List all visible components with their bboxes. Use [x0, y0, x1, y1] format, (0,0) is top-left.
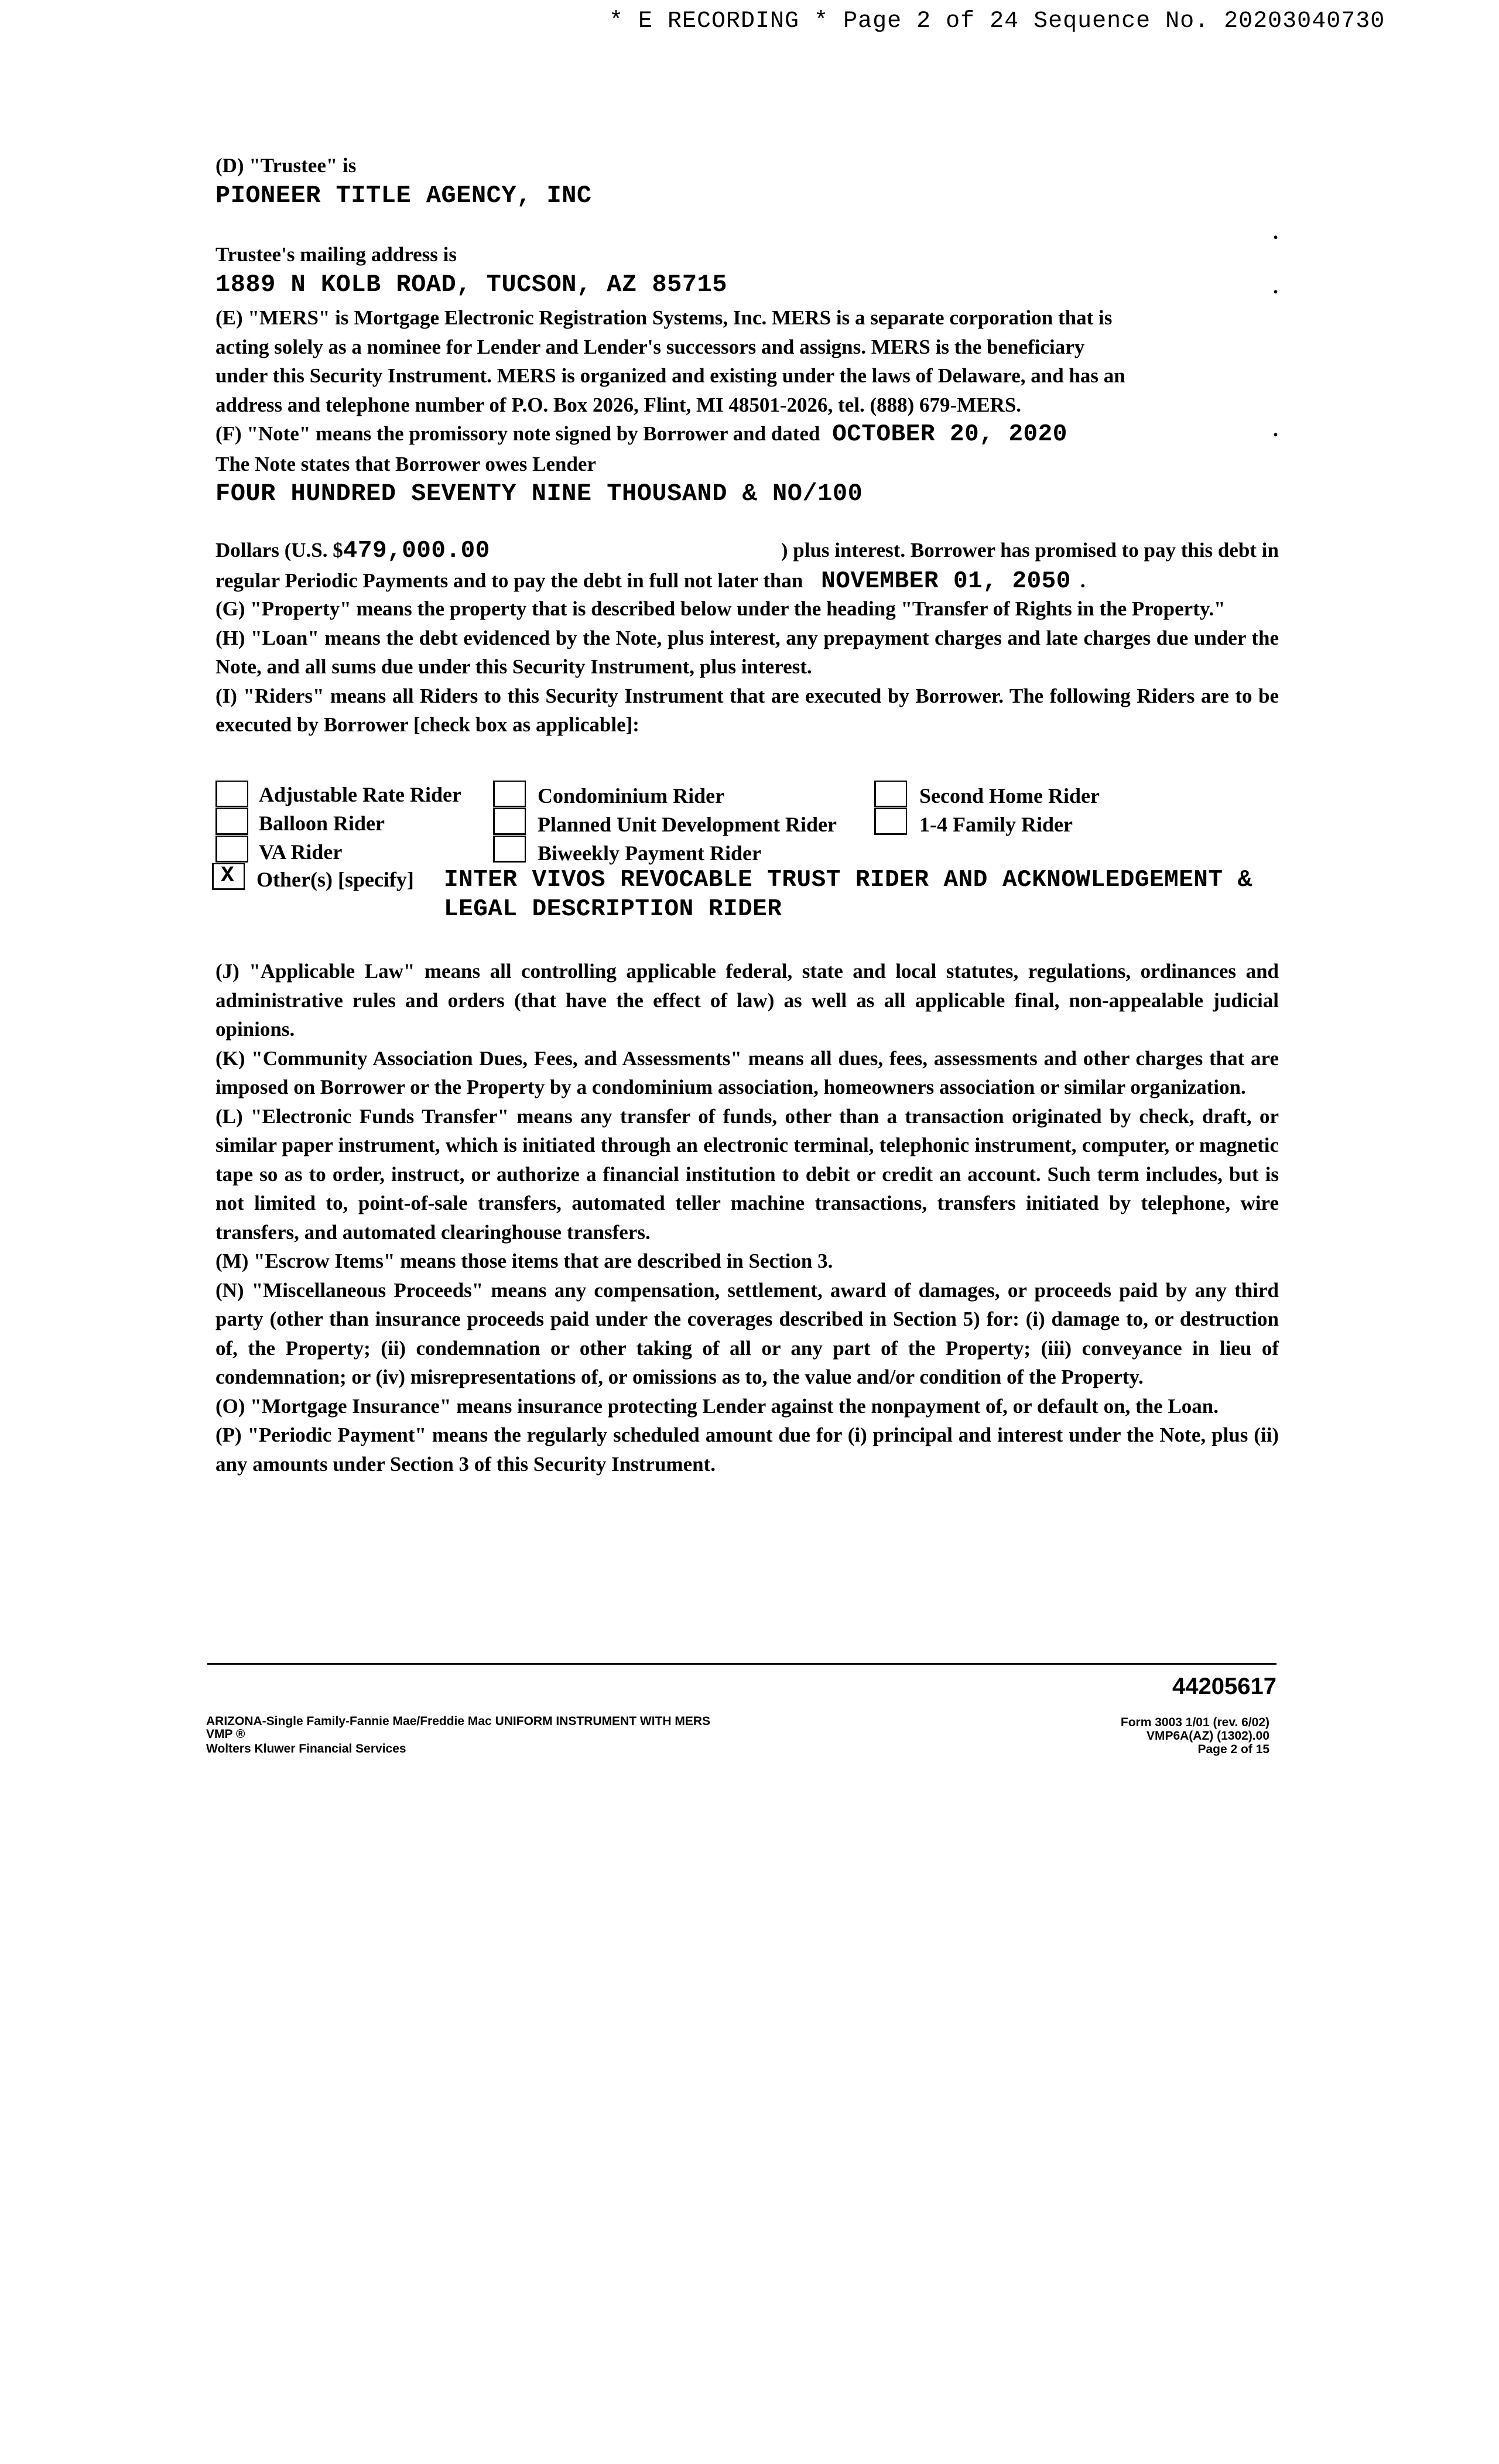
one-four-family-rider-label: 1-4 Family Rider	[919, 813, 1073, 836]
note-date: OCTOBER 20, 2020	[832, 421, 1067, 448]
note-owes-line: The Note states that Borrower owes Lender	[215, 452, 596, 475]
pud-rider-label: Planned Unit Development Rider	[538, 813, 837, 836]
dollars-suffix: ) plus interest. Borrower has promised to pay this debt in	[781, 539, 1279, 562]
one-four-family-rider-checkbox[interactable]	[874, 808, 907, 835]
footer-vmp: VMP ®	[206, 1727, 245, 1741]
note-amount-words: FOUR HUNDRED SEVENTY NINE THOUSAND & NO/100	[215, 480, 863, 508]
adjustable-rate-rider-checkbox[interactable]	[215, 781, 248, 807]
biweekly-rider-checkbox[interactable]	[493, 836, 526, 863]
trustee-section	[215, 151, 1279, 211]
periodic-payment-definition: (P) "Periodic Payment" means the regularly scheduled amount due for (i) principal and interest under the Note, plus (ii) any amounts under Section 3 of this Security Instrument.	[215, 1423, 1279, 1476]
biweekly-rider-label: Biweekly Payment Rider	[538, 841, 761, 865]
mers-line: acting solely as a nominee for Lender and Lender's successors and assigns. MERS is the beneficiary	[215, 335, 1085, 358]
condominium-rider-label: Condominium Rider	[538, 784, 725, 807]
mers-paragraph	[215, 303, 1279, 419]
trustee-heading: (D) "Trustee" is	[215, 154, 357, 177]
second-home-rider-label: Second Home Rider	[919, 784, 1100, 807]
periodic-line: regular Periodic Payments and to pay the debt in full not later than NOVEMBER 01, 2050 .	[215, 567, 1086, 595]
condominium-rider-checkbox[interactable]	[493, 781, 526, 807]
periodic-prefix: regular Periodic Payments and to pay the debt in full not later than	[215, 569, 803, 592]
adjustable-rate-rider-label: Adjustable Rate Rider	[259, 783, 461, 806]
va-rider-label: VA Rider	[259, 840, 343, 864]
footer-publisher: Wolters Kluwer Financial Services	[206, 1742, 406, 1755]
maturity-date: NOVEMBER 01, 2050	[821, 567, 1071, 595]
mers-line: under this Security Instrument. MERS is organized and existing under the laws of Delaware, and has an	[215, 364, 1125, 387]
trustee-address-section	[215, 240, 1279, 300]
va-rider-checkbox[interactable]	[215, 836, 248, 863]
definitions-gh	[215, 594, 1279, 740]
other-rider-label: Other(s) [specify]	[256, 868, 414, 891]
miscellaneous-proceeds-definition: (N) "Miscellaneous Proceeds" means any compensation, settlement, award of damages, or proceeds paid by any third party (other than insurance proceeds paid under the coverages described in Section 5) for: (i) damage to, or destruction of, the Property; (ii) condemnation or other taking of all or any part of the Property; (iii) conveyance in lieu of condemnation; or (iv) misrepresentations of, or omissions as to, the value and/or condition of the Property.	[215, 1278, 1279, 1388]
balloon-rider-label: Balloon Rider	[259, 812, 385, 835]
trustee-address-label: Trustee's mailing address is	[215, 243, 457, 266]
mortgage-insurance-definition: (O) "Mortgage Insurance" means insurance protecting Lender against the nonpayment of, or default on, the Loan.	[215, 1394, 1219, 1418]
other-rider-check-mark: X	[221, 863, 234, 888]
dollars-prefix: Dollars (U.S. $	[215, 539, 343, 562]
mers-line: address and telephone number of P.O. Box 2026, Flint, MI 48501-2026, tel. (888) 679-MERS.	[215, 393, 1022, 416]
other-rider-specify-line2: LEGAL DESCRIPTION RIDER	[444, 896, 782, 923]
pud-rider-checkbox[interactable]	[493, 808, 526, 835]
riders-definition: (I) "Riders" means all Riders to this Security Instrument that are executed by Borrower. The following Riders are to be executed by Borrower [check box as applicable]:	[215, 684, 1279, 736]
other-rider-specify-line1: INTER VIVOS REVOCABLE TRUST RIDER AND ACKNOWLEDGEMENT &	[444, 867, 1252, 894]
footer-page-number: Page 2 of 15	[1197, 1743, 1269, 1756]
escrow-items-definition: (M) "Escrow Items" means those items that are described in Section 3.	[215, 1250, 833, 1272]
applicable-law-definition: (J) "Applicable Law" means all controlling applicable federal, state and local statutes, regulations, ordinances and administrative rules and orders (that have the effect of law) as well as all applicable final, non-appealable judicial opinions.	[215, 960, 1279, 1041]
recording-header: * E RECORDING * Page 2 of 24 Sequence No. 20203040730	[609, 8, 1385, 35]
footer-form-number: Form 3003 1/01 (rev. 6/02)	[1120, 1716, 1269, 1729]
blank-line-dot: .	[1273, 275, 1278, 298]
trustee-name: PIONEER TITLE AGENCY, INC	[215, 181, 592, 210]
footer-vmp-code: VMP6A(AZ) (1302).00	[1146, 1729, 1269, 1743]
definitions-jp	[215, 957, 1279, 1479]
note-prefix: (F) "Note" means the promissory note signed by Borrower and dated	[215, 422, 820, 445]
property-definition: (G) "Property" means the property that is described below under the heading "Transfer of Rights in the Property."	[215, 597, 1226, 620]
community-association-definition: (K) "Community Association Dues, Fees, and Assessments" means all dues, fees, assessments and other charges that are imposed on Borrower or the Property by a condominium association, homeowners association or similar organization.	[215, 1046, 1279, 1098]
note-section	[215, 419, 1279, 509]
footer-divider	[207, 1663, 1276, 1665]
note-line	[215, 419, 1279, 450]
footer-form-title: ARIZONA-Single Family-Fannie Mae/Freddie Mac UNIFORM INSTRUMENT WITH MERS	[206, 1714, 711, 1728]
mers-line: (E) "MERS" is Mortgage Electronic Registration Systems, Inc. MERS is a separate corporation that is	[215, 306, 1113, 329]
other-rider-checkbox[interactable]	[212, 863, 245, 890]
blank-line-dot: .	[1273, 220, 1278, 244]
trustee-address: 1889 N KOLB ROAD, TUCSON, AZ 85715	[215, 270, 727, 299]
note-amount: 479,000.00	[343, 538, 490, 564]
loan-definition: (H) "Loan" means the debt evidenced by the Note, plus interest, any prepayment charges and late charges due under the Note, and all sums due under this Security Instrument, plus interest.	[215, 626, 1279, 678]
balloon-rider-checkbox[interactable]	[215, 808, 248, 835]
loan-number: 44205617	[1172, 1674, 1276, 1699]
blank-line-dot: .	[1273, 417, 1278, 441]
electronic-funds-transfer-definition: (L) "Electronic Funds Transfer" means any transfer of funds, other than a transaction originated by check, draft, or similar paper instrument, which is initiated through an electronic terminal, telephonic instrument, computer, or magnetic tape so as to order, instruct, or authorize a financial institution to debit or credit an account. Such term includes, but is not limited to, point-of-sale transfers, automated teller machine transactions, transfers initiated by telephone, wire transfers, and automated clearinghouse transfers.	[215, 1104, 1279, 1244]
second-home-rider-checkbox[interactable]	[874, 781, 907, 807]
